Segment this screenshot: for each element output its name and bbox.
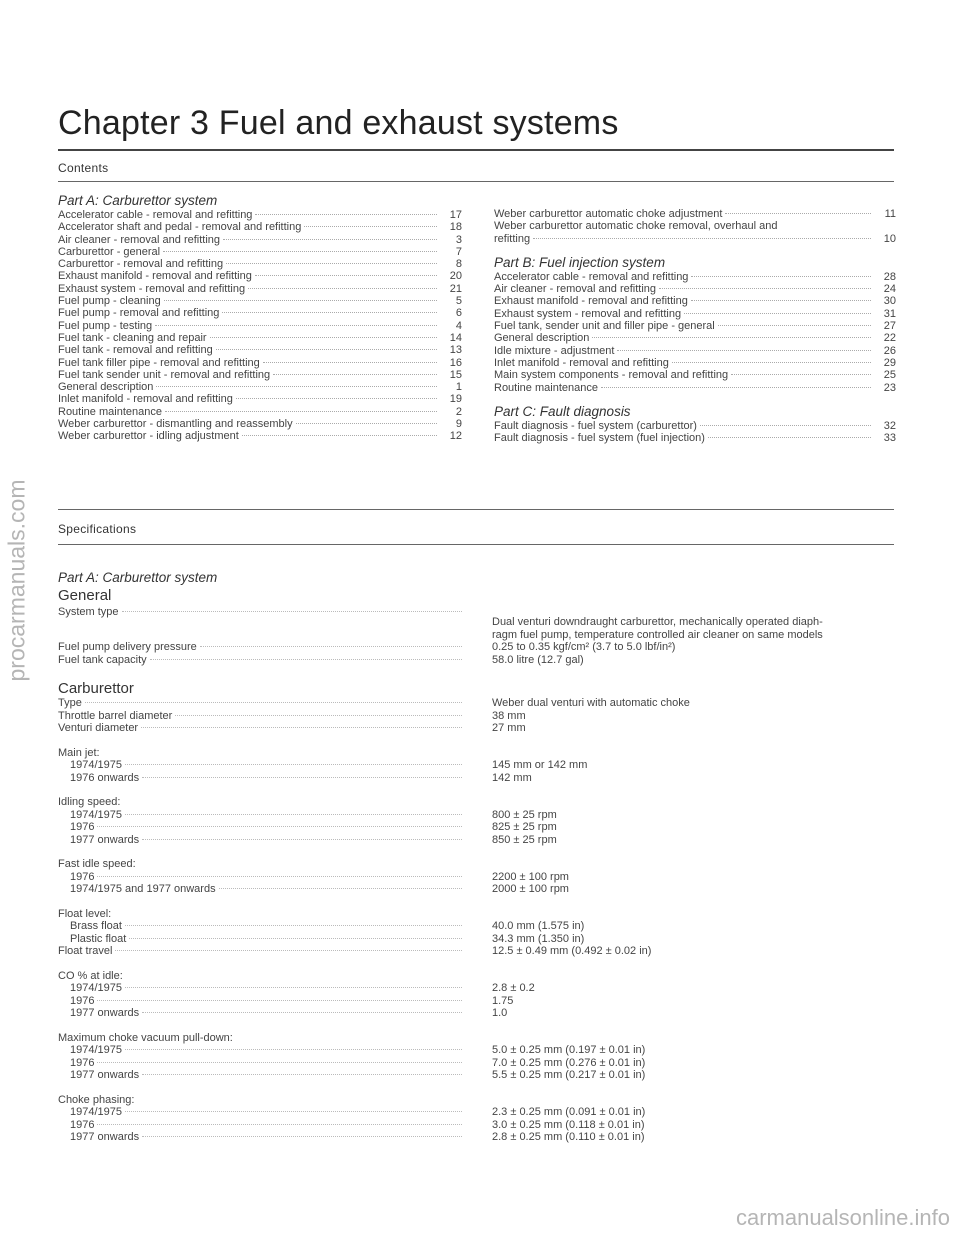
spec-row [58, 933, 894, 946]
spec-value: 800 ± 25 rpm [492, 808, 557, 821]
leader-dots [592, 337, 871, 338]
leader-dots [141, 727, 462, 728]
toc-entry-section-number: 33 [883, 432, 896, 445]
spec-row [58, 697, 894, 710]
spec-label: Main jet: [58, 746, 100, 759]
spec-value: 38 mm [492, 709, 526, 722]
system-type-label: System type [58, 606, 119, 618]
spec-label: 1977 onwards [70, 1069, 140, 1081]
toc-entry-section-number: 30 [883, 295, 896, 308]
spec-row [58, 1119, 894, 1132]
toc-entry-label: Main system components - removal and refitting [494, 369, 729, 382]
bottom-watermark: carmanualsonline.info [735, 1205, 950, 1230]
spec-label: 1974/1975 [70, 808, 122, 821]
toc-entry-section-number: 7 [455, 245, 462, 258]
spec-value: 850 ± 25 rpm [492, 833, 557, 846]
spec-value: 5.0 ± 0.25 mm (0.197 ± 0.01 in) [492, 1044, 646, 1056]
spec-label: CO % at idle: [58, 969, 123, 982]
spec-label: 1974/1975 [70, 982, 122, 994]
leader-dots [296, 423, 437, 424]
spec-row [58, 1069, 894, 1082]
system-type-value [492, 606, 894, 641]
leader-dots [222, 312, 437, 313]
toc-entry[interactable] [58, 307, 462, 319]
toc-entry[interactable] [58, 418, 462, 430]
spec-row-system-type [58, 606, 894, 641]
leader-dots [731, 374, 871, 375]
spec-label: 1977 onwards [70, 1007, 140, 1019]
spec-row-fuel-tank [58, 654, 894, 667]
leader-dots [97, 876, 462, 877]
leader-dots [216, 349, 437, 350]
toc-entry-label: Exhaust system - removal and refitting [58, 282, 246, 295]
toc-entry-label: Fuel pump - cleaning [58, 295, 161, 308]
fuel-pump-label: Fuel pump delivery pressure [58, 641, 197, 653]
leader-dots [165, 411, 437, 412]
toc-entry-label: Weber carburettor - idling adjustment [58, 430, 239, 443]
toc-entry-label: Fuel tank sender unit - removal and refitting [58, 368, 271, 381]
leader-dots [97, 826, 462, 827]
toc-entry-section-number: 2 [455, 405, 462, 418]
spec-label: 1976 [70, 1056, 95, 1069]
toc-end-rule [58, 509, 894, 510]
leader-dots [125, 814, 462, 815]
toc-part-c-list [494, 420, 896, 445]
leader-dots [142, 1012, 462, 1013]
leader-dots [156, 386, 437, 387]
toc-entry[interactable] [58, 283, 462, 295]
toc-part-b-heading: Part B: Fuel injection system [494, 254, 666, 270]
toc-entry-section-number: 17 [449, 209, 462, 221]
toc-entry[interactable] [58, 381, 462, 393]
toc-entry-label: Exhaust manifold - removal and refitting [494, 295, 688, 308]
spec-label: Float level: [58, 907, 112, 920]
spec-value: 1.75 [492, 994, 514, 1007]
toc-entry-label: Inlet manifold - removal and refitting [494, 356, 669, 369]
spec-row [58, 796, 894, 809]
toc-entry[interactable] [58, 295, 462, 307]
spec-value: 2000 ± 100 rpm [492, 883, 569, 895]
toc-entry-section-number: 3 [455, 233, 462, 246]
leader-dots [97, 1000, 462, 1001]
leader-dots [97, 1062, 462, 1063]
toc-entry-section-number: 25 [883, 369, 896, 382]
toc-entry-label: Fault diagnosis - fuel system (carburettor) [494, 419, 697, 432]
system-type-value-line-1: Dual venturi downdraught carburettor, mechanically operated diaph- [492, 616, 823, 628]
spec-row [58, 1106, 894, 1119]
leader-dots [142, 777, 462, 778]
toc-entry-section-number: 31 [883, 307, 896, 320]
spec-label: Throttle barrel diameter [58, 709, 173, 722]
toc-entry-label: Inlet manifold - removal and refitting [58, 393, 233, 406]
toc-entry[interactable] [58, 344, 462, 356]
spec-row [58, 945, 894, 958]
leader-dots [533, 238, 871, 239]
toc-entry-label: Routine maintenance [58, 405, 162, 418]
leader-dots [708, 437, 871, 438]
spec-value: 3.0 ± 0.25 mm (0.118 ± 0.01 in) [492, 1118, 645, 1131]
toc-entry[interactable] [494, 220, 896, 232]
leader-dots [223, 239, 437, 240]
spec-row [58, 970, 894, 983]
toc-entry-section-number: 1 [455, 381, 462, 394]
toc-entry-section-number: 13 [449, 344, 462, 357]
toc-entry-section-number: 10 [883, 232, 896, 245]
toc-entry-section-number: 27 [883, 320, 896, 333]
toc-entry[interactable] [494, 308, 896, 320]
toc-entry-section-number: 21 [449, 282, 462, 295]
spec-value: 27 mm [492, 722, 526, 734]
spec-value: 2.8 ± 0.2 [492, 982, 535, 994]
spec-label: Type [58, 697, 82, 709]
spec-row-fuel-pump [58, 641, 894, 654]
toc-entry-label: Exhaust manifold - removal and refitting [58, 270, 252, 283]
toc-entry-section-number: 14 [449, 331, 462, 344]
toc-entry-section-number: 28 [883, 270, 896, 283]
toc-part-c-heading: Part C: Fault diagnosis [494, 403, 631, 419]
contents-heading: Contents [58, 161, 109, 175]
toc-entry[interactable] [494, 271, 896, 283]
toc-entry-label: General description [494, 332, 590, 345]
leader-dots [304, 226, 437, 227]
toc-entry-label: Carburettor - general [58, 245, 161, 258]
toc-entry[interactable] [58, 357, 462, 369]
spec-label: 1976 [70, 1118, 95, 1131]
leader-dots [659, 288, 871, 289]
leader-dots [210, 337, 437, 338]
toc-entry-label: Accelerator cable - removal and refitting [58, 209, 253, 221]
chapter-title: Chapter 3 Fuel and exhaust systems [58, 104, 619, 142]
toc-entry[interactable] [494, 283, 896, 295]
toc-entry[interactable] [58, 369, 462, 381]
toc-entry-label: Accelerator cable - removal and refitting [494, 270, 689, 283]
toc-weber-list [494, 208, 896, 245]
carburettor-spec-list [58, 697, 894, 1144]
leader-dots [125, 987, 462, 988]
spec-row [58, 834, 894, 847]
spec-row [58, 908, 894, 921]
spec-label: Maximum choke vacuum pull-down: [58, 1031, 233, 1044]
side-watermark-text: procarmanuals.com [3, 479, 30, 681]
toc-entry-section-number: 9 [455, 418, 462, 431]
leader-dots [263, 362, 437, 363]
leader-dots [142, 1074, 462, 1075]
toc-entry-section-number: 5 [455, 295, 462, 308]
leader-dots [700, 425, 871, 426]
spec-row [58, 982, 894, 995]
toc-entry[interactable] [494, 357, 896, 369]
toc-entry-section-number: 18 [449, 221, 462, 234]
leader-dots [175, 715, 462, 716]
toc-entry-label: Weber carburettor automatic choke removal, overhaul and [494, 220, 778, 233]
leader-dots [163, 251, 437, 252]
leader-dots [242, 435, 437, 436]
leader-dots [672, 362, 871, 363]
leader-dots [115, 950, 462, 951]
spec-label: Choke phasing: [58, 1093, 135, 1106]
spec-row [58, 747, 894, 760]
toc-entry-label: Fault diagnosis - fuel system (fuel injection) [494, 432, 705, 445]
toc-entry-section-number: 16 [449, 356, 462, 369]
spec-label: 1976 onwards [70, 771, 140, 784]
side-watermark [2, 300, 32, 860]
leader-dots [255, 275, 437, 276]
spec-label: Float travel [58, 945, 113, 957]
toc-entry-section-number: 8 [455, 258, 462, 271]
specifications-rule [58, 544, 894, 545]
toc-entry-section-number: 32 [883, 419, 896, 432]
leader-dots [125, 764, 462, 765]
spec-row [58, 710, 894, 723]
spec-label: 1976 [70, 821, 95, 833]
general-heading: General [58, 587, 112, 604]
spec-label: Plastic float [70, 932, 127, 945]
leader-dots [617, 350, 871, 351]
spec-value: 142 mm [492, 771, 532, 784]
spec-label: 1977 onwards [70, 1131, 140, 1143]
spec-row [58, 1094, 894, 1107]
leader-dots [125, 925, 462, 926]
spec-value: 2200 ± 100 rpm [492, 870, 569, 883]
leader-dots [601, 387, 871, 388]
leader-dots [684, 313, 871, 314]
spec-value: 40.0 mm (1.575 in) [492, 920, 585, 932]
leader-dots [97, 1124, 462, 1125]
spec-row [58, 858, 894, 871]
toc-entry-section-number: 15 [449, 368, 462, 381]
leader-dots [255, 214, 437, 215]
toc-entry[interactable] [494, 432, 896, 444]
leader-dots [718, 325, 871, 326]
leader-dots [129, 938, 462, 939]
leader-dots [142, 839, 462, 840]
toc-entry[interactable] [494, 345, 896, 357]
spec-value: 145 mm or 142 mm [492, 759, 588, 771]
leader-dots [725, 213, 871, 214]
spec-row [58, 821, 894, 834]
toc-entry[interactable] [58, 332, 462, 344]
toc-entry-section-number: 22 [883, 332, 896, 345]
toc-entry-label: Exhaust system - removal and refitting [494, 307, 682, 320]
spec-row [58, 883, 894, 896]
toc-entry[interactable] [494, 369, 896, 381]
spec-label: 1976 [70, 994, 95, 1007]
toc-entry[interactable] [58, 246, 462, 258]
spec-label: Brass float [70, 920, 122, 932]
toc-entry-section-number: 20 [449, 270, 462, 283]
leader-dots [236, 398, 437, 399]
toc-entry-label: Carburettor - removal and refitting [58, 258, 224, 271]
toc-entry[interactable] [494, 320, 896, 332]
spec-row [58, 1131, 894, 1144]
toc-entry-label: Fuel pump - removal and refitting [58, 307, 220, 320]
spec-label: 1974/1975 [70, 1106, 122, 1118]
toc-entry-label: Fuel tank filler pipe - removal and refitting [58, 356, 260, 369]
spec-value: Weber dual venturi with automatic choke [492, 697, 690, 709]
spec-row [58, 871, 894, 884]
toc-entry[interactable] [494, 420, 896, 432]
toc-entry-section-number: 23 [883, 381, 896, 394]
spec-row [58, 995, 894, 1008]
carburettor-heading: Carburettor [58, 680, 134, 697]
spec-value: 2.3 ± 0.25 mm (0.091 ± 0.01 in) [492, 1106, 646, 1118]
spec-label: 1974/1975 and 1977 onwards [70, 883, 216, 895]
spec-label: Idling speed: [58, 796, 121, 808]
toc-entry[interactable] [58, 270, 462, 282]
spec-value: 7.0 ± 0.25 mm (0.276 ± 0.01 in) [492, 1056, 646, 1069]
spec-label: 1974/1975 [70, 1044, 122, 1056]
toc-entry-section-number: 4 [455, 319, 462, 332]
spec-row [58, 1007, 894, 1020]
spec-row [58, 809, 894, 822]
spec-label: Venturi diameter [58, 722, 139, 734]
toc-entry-section-number: 11 [884, 208, 896, 220]
toc-entry-label: Routine maintenance [494, 381, 598, 394]
leader-dots [219, 888, 462, 889]
spec-value: 12.5 ± 0.49 mm (0.492 ± 0.02 in) [492, 945, 652, 957]
toc-right-column [494, 208, 896, 444]
toc-entry[interactable] [494, 233, 896, 245]
spec-label: 1976 [70, 870, 95, 883]
spec-value: 5.5 ± 0.25 mm (0.217 ± 0.01 in) [492, 1069, 646, 1081]
toc-entry-label: Weber carburettor automatic choke adjustment [494, 208, 723, 220]
specifications-section [58, 570, 894, 1144]
spec-value: 34.3 mm (1.350 in) [492, 932, 585, 945]
spec-row [58, 1057, 894, 1070]
toc-entry-label: Fuel tank - removal and refitting [58, 344, 213, 357]
leader-dots [164, 300, 437, 301]
title-rule [58, 149, 894, 151]
spec-value: 1.0 [492, 1007, 508, 1019]
leader-dots [691, 276, 871, 277]
leader-dots [248, 288, 437, 289]
leader-dots [125, 1049, 462, 1050]
toc-entry[interactable] [494, 208, 896, 220]
toc-entry[interactable] [58, 320, 462, 332]
spec-row [58, 772, 894, 785]
spec-row [58, 1044, 894, 1057]
fuel-tank-value: 58.0 litre (12.7 gal) [492, 653, 584, 666]
toc-entry-label: Fuel pump - testing [58, 319, 153, 332]
spec-part-a-heading: Part A: Carburettor system [58, 570, 218, 585]
system-type-value-line-2: ragm fuel pump, temperature controlled air cleaner on same models [492, 628, 823, 641]
toc-entry[interactable] [58, 209, 462, 221]
spec-label: 1974/1975 [70, 759, 122, 771]
leader-dots [691, 300, 871, 301]
fuel-tank-label: Fuel tank capacity [58, 653, 147, 666]
spec-row [58, 759, 894, 772]
toc-entry-section-number: 26 [883, 344, 896, 357]
spec-row [58, 722, 894, 735]
spec-label: Fast idle speed: [58, 858, 136, 870]
toc-entry-label: Fuel tank, sender unit and filler pipe - general [494, 320, 715, 333]
toc-entry-label: refitting [494, 232, 531, 245]
toc-entry-section-number: 19 [449, 393, 462, 406]
leader-dots [226, 263, 437, 264]
toc-entry-section-number: 24 [883, 283, 896, 296]
toc-entry-label: Fuel tank - cleaning and repair [58, 331, 207, 344]
toc-entry[interactable] [494, 382, 896, 394]
leader-dots [142, 1136, 462, 1137]
leader-dots [125, 1111, 462, 1112]
leader-dots [273, 374, 437, 375]
toc-entry-label: Weber carburettor - dismantling and reassembly [58, 418, 293, 431]
toc-entry-label: Accelerator shaft and pedal - removal and refitting [58, 221, 302, 234]
leader-dots [85, 702, 462, 703]
leader-dots [155, 325, 437, 326]
toc-entry[interactable] [58, 393, 462, 405]
toc-part-b-list [494, 271, 896, 394]
spec-value: 2.8 ± 0.25 mm (0.110 ± 0.01 in) [492, 1131, 645, 1143]
toc-entry-section-number: 12 [449, 430, 462, 443]
toc-entry-section-number: 29 [883, 356, 896, 369]
toc-entry[interactable] [58, 258, 462, 270]
toc-entry[interactable] [58, 430, 462, 442]
toc-entry-label: Idle mixture - adjustment [494, 344, 615, 357]
toc-entry[interactable] [58, 234, 462, 246]
toc-entry[interactable] [58, 221, 462, 233]
spec-value: 825 ± 25 rpm [492, 821, 557, 833]
spec-row [58, 920, 894, 933]
toc-entry[interactable] [58, 406, 462, 418]
toc-entry-section-number: 6 [455, 307, 462, 320]
fuel-pump-value: 0.25 to 0.35 kgf/cm² (3.7 to 5.0 lbf/in²) [492, 641, 676, 653]
toc-left-list [58, 209, 462, 443]
spec-row [58, 1032, 894, 1045]
spec-label: 1977 onwards [70, 833, 140, 846]
specifications-heading: Specifications [58, 522, 137, 536]
toc-part-a-heading: Part A: Carburettor system [58, 193, 218, 208]
toc-entry[interactable] [494, 295, 896, 307]
toc-left-column [58, 193, 462, 443]
toc-entry-label: Air cleaner - removal and refitting [494, 283, 657, 296]
toc-entry-label: General description [58, 381, 154, 394]
toc-entry[interactable] [494, 332, 896, 344]
toc-entry-label: Air cleaner - removal and refitting [58, 233, 221, 246]
contents-rule [58, 181, 894, 182]
